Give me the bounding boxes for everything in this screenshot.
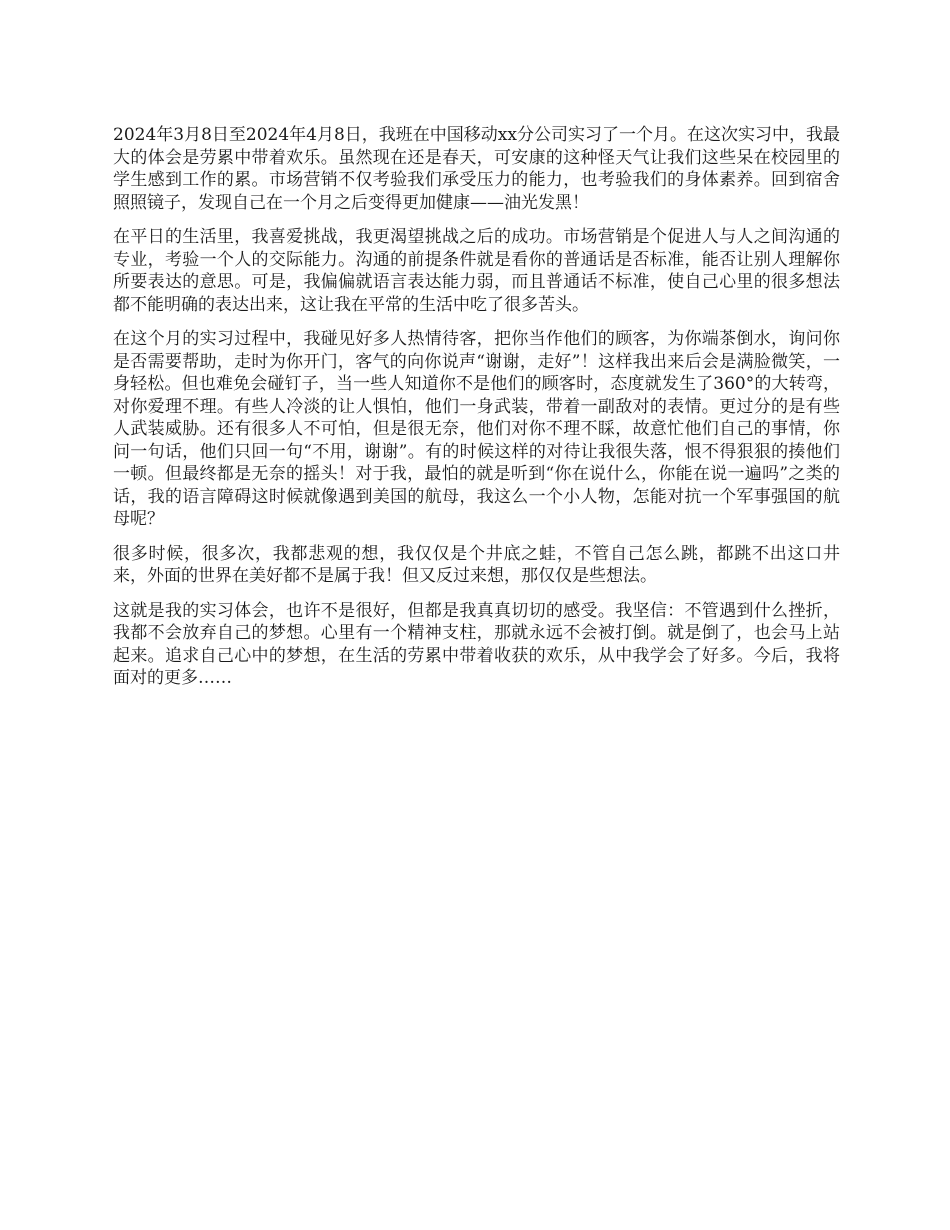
paragraph-conclusion: 这就是我的实习体会，也许不是很好，但都是我真真切切的感受。我坚信：不管遇到什么挫折，我都不会放弃自己的梦想。心里有一个精神支柱，那就永远不会被打倒。就是倒了，也会马上站起来。追求自己心中的梦想，在生活的劳累中带着收获的欢乐，从中我学会了好多。今后，我将面对的更多…… xyxy=(113,600,840,688)
document-body xyxy=(113,124,840,702)
paragraph-customer-experiences: 在这个月的实习过程中，我碰见好多人热情待客，把你当作他们的顾客，为你端茶倒水，询问你是否需要帮助，走时为你开门，客气的向你说声“谢谢，走好”！这样我出来后会是满脸微笑，一身轻松。但也难免会碰钉子，当一些人知道你不是他们的顾客时，态度就发生了360°的大转弯，对你爱理不理。有些人冷淡的让人惧怕，他们一身武装，带着一副敌对的表情。更过分的是有些人武装威胁。还有很多人不可怕，但是很无奈，他们对你不理不睬，故意忙他们自己的事情，你问一句话，他们只回一句“不用，谢谢”。有的时候这样的对待让我很失落，恨不得狠狠的揍他们一顿。但最终都是无奈的摇头！对于我，最怕的就是听到“你在说什么，你能在说一遍吗”之类的话，我的语言障碍这时候就像遇到美国的航母，我这么一个小人物，怎能对抗一个军事强国的航母呢？ xyxy=(113,329,840,529)
paragraph-reflection: 很多时候，很多次，我都悲观的想，我仅仅是个井底之蛙，不管自己怎么跳，都跳不出这口井来，外面的世界在美好都不是属于我！但又反过来想，那仅仅是些想法。 xyxy=(113,543,840,586)
paragraph-internship-summary: 2024年3月8日至2024年4月8日，我班在中国移动xx分公司实习了一个月。在这次实习中，我最大的体会是劳累中带着欢乐。虽然现在还是春天，可安康的这种怪天气让我们这些呆在校园里的学生感到工作的累。市场营销不仅考验我们承受压力的能力，也考验我们的身体素养。回到宿舍照照镜子，发现自己在一个月之后变得更加健康——油光发黑！ xyxy=(113,125,840,213)
paragraph-communication-challenge: 在平日的生活里，我喜爱挑战，我更渴望挑战之后的成功。市场营销是个促进人与人之间沟通的专业，考验一个人的交际能力。沟通的前提条件就是看你的普通话是否标准，能否让别人理解你所要表达的意思。可是，我偏偏就语言表达能力弱，而且普通话不标准，使自己心里的很多想法都不能明确的表达出来，这让我在平常的生活中吃了很多苦头。 xyxy=(113,227,840,315)
